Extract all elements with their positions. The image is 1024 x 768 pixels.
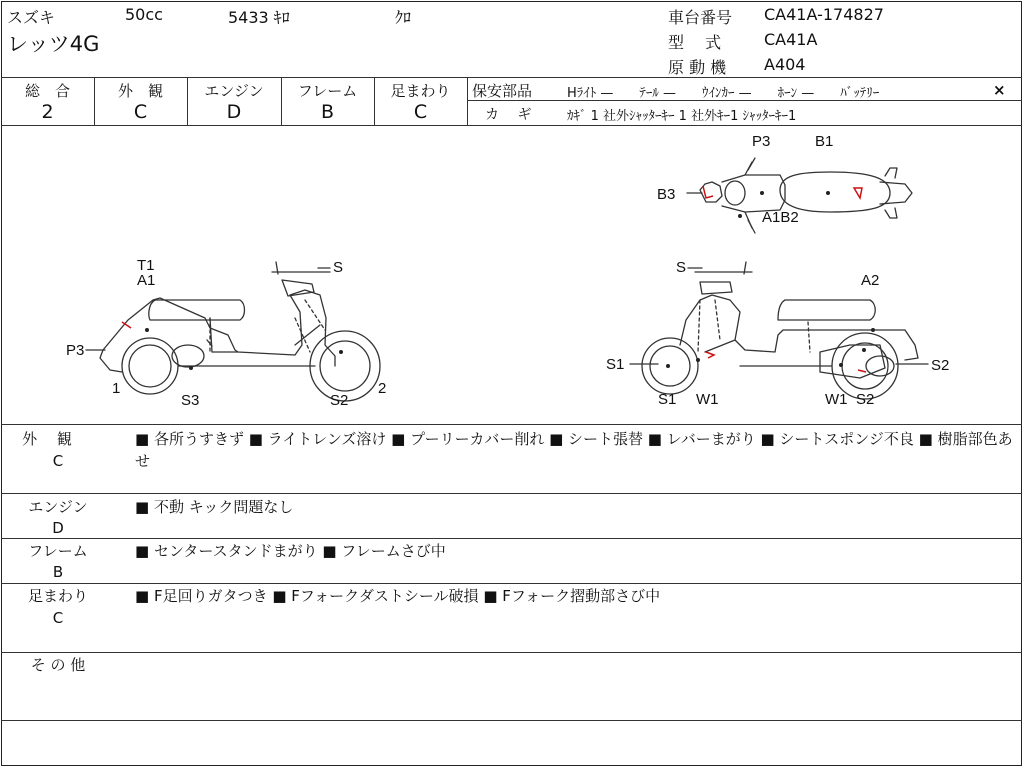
label-s3: S3 (181, 392, 200, 409)
label-a1: A1 (137, 272, 156, 289)
label-b1: B1 (815, 133, 834, 150)
label-p3-top: P3 (752, 133, 771, 150)
safety-parts-items: Hﾗｲﾄ — ﾃｰﾙ — ｳｲﾝｶｰ — ﾎｰﾝ — ﾊﾞｯﾃﾘｰ (567, 86, 880, 101)
key-value: ｶｷﾞ 1 社外ｼｬｯﾀｰｷｰ 1 社外ｷｰ1 ｼｬｯﾀｰｷｰ1 (567, 109, 797, 124)
section-frame-text: ■ センタースタンドまがり ■ フレームさび中 (135, 542, 446, 560)
grade-total-label: 総 合 (24, 82, 70, 100)
grade-total-value: 2 (41, 101, 54, 123)
label-s2: S2 (330, 392, 349, 409)
label-rear-number: 2 (378, 380, 387, 397)
divider (1, 583, 1022, 584)
divider (1, 720, 1022, 721)
divider (1, 538, 1022, 539)
label-front-number: 1 (112, 380, 121, 397)
safety-parts-label: 保安部品 (472, 82, 533, 100)
label-s1: S1 (606, 356, 625, 373)
key-label: カ ギ (485, 107, 532, 123)
section-exterior-grade: C (52, 452, 64, 470)
model-type-value: CA41A (764, 30, 818, 49)
damage-mark (703, 186, 713, 198)
grade-engine-label: エンジン (204, 82, 264, 100)
engine-type-label: 原 動 機 (668, 58, 727, 77)
section-other-label: そ の 他 (30, 656, 86, 674)
divider (1, 493, 1022, 494)
damage-mark (854, 188, 862, 198)
label-b3: B3 (657, 186, 676, 203)
frame-number-value: CA41A-174827 (764, 5, 884, 24)
divider (1, 652, 1022, 653)
section-frame-grade: B (52, 563, 64, 581)
battery-missing-mark: × (993, 81, 1006, 99)
label-s1-bottom: S1 (658, 391, 677, 408)
label-w1: W1 (696, 391, 719, 408)
damage-mark (858, 370, 866, 372)
label-a1b2: A1B2 (762, 209, 799, 226)
grade-frame-label: フレーム (297, 82, 358, 100)
section-engine-grade: D (52, 519, 64, 537)
section-exterior-text: ■ 各所うすきず ■ ライトレンズ溶け ■ プーリーカバー削れ ■ シート張替 ■ レバーまがり ■ シートスポンジ不良 ■ 樹脂部色あせ (135, 430, 1013, 470)
section-suspension-text: ■ F足回りガタつき ■ Fフォークダストシール破損 ■ Fフォーク摺動部さび中 (135, 587, 661, 605)
grade-suspension-label: 足まわり (390, 82, 451, 100)
label-s2-right: S2 (931, 357, 950, 374)
grade-frame-value: B (320, 101, 335, 123)
displacement: 50cc (125, 5, 163, 24)
damage-mark (706, 352, 714, 358)
mileage: 5433 ｷﾛ (228, 8, 290, 27)
label-p3: P3 (66, 342, 85, 359)
section-engine-text: ■ 不動 キック問題なし (135, 498, 294, 516)
label-t1: T1 (137, 257, 155, 274)
frame-number-label: 車台番号 (668, 8, 733, 27)
grade-engine-value: D (226, 101, 242, 123)
model-type-label: 型 式 (668, 33, 722, 52)
section-frame-label: フレーム (28, 542, 88, 560)
section-suspension-grade: C (52, 609, 64, 627)
section-suspension-label: 足まわり (27, 587, 88, 605)
label-w1-rear: W1 (825, 391, 848, 408)
maker: スズキ (7, 8, 56, 27)
section-engine-label: エンジン (28, 498, 88, 516)
label-s: S (333, 259, 344, 276)
label-s2-bottom: S2 (856, 391, 875, 408)
grade-suspension-value: C (413, 101, 428, 123)
model-name: レッツ4G (7, 32, 100, 56)
label-s-right: S (676, 259, 687, 276)
grade-exterior-label: 外 観 (117, 82, 163, 100)
section-exterior-label: 外 観 (22, 430, 72, 448)
color: ｸﾛ (395, 8, 412, 27)
scooter-top-view (700, 158, 912, 233)
engine-type-value: A404 (764, 55, 806, 74)
label-a2: A2 (861, 272, 880, 289)
grade-exterior-value: C (133, 101, 148, 123)
